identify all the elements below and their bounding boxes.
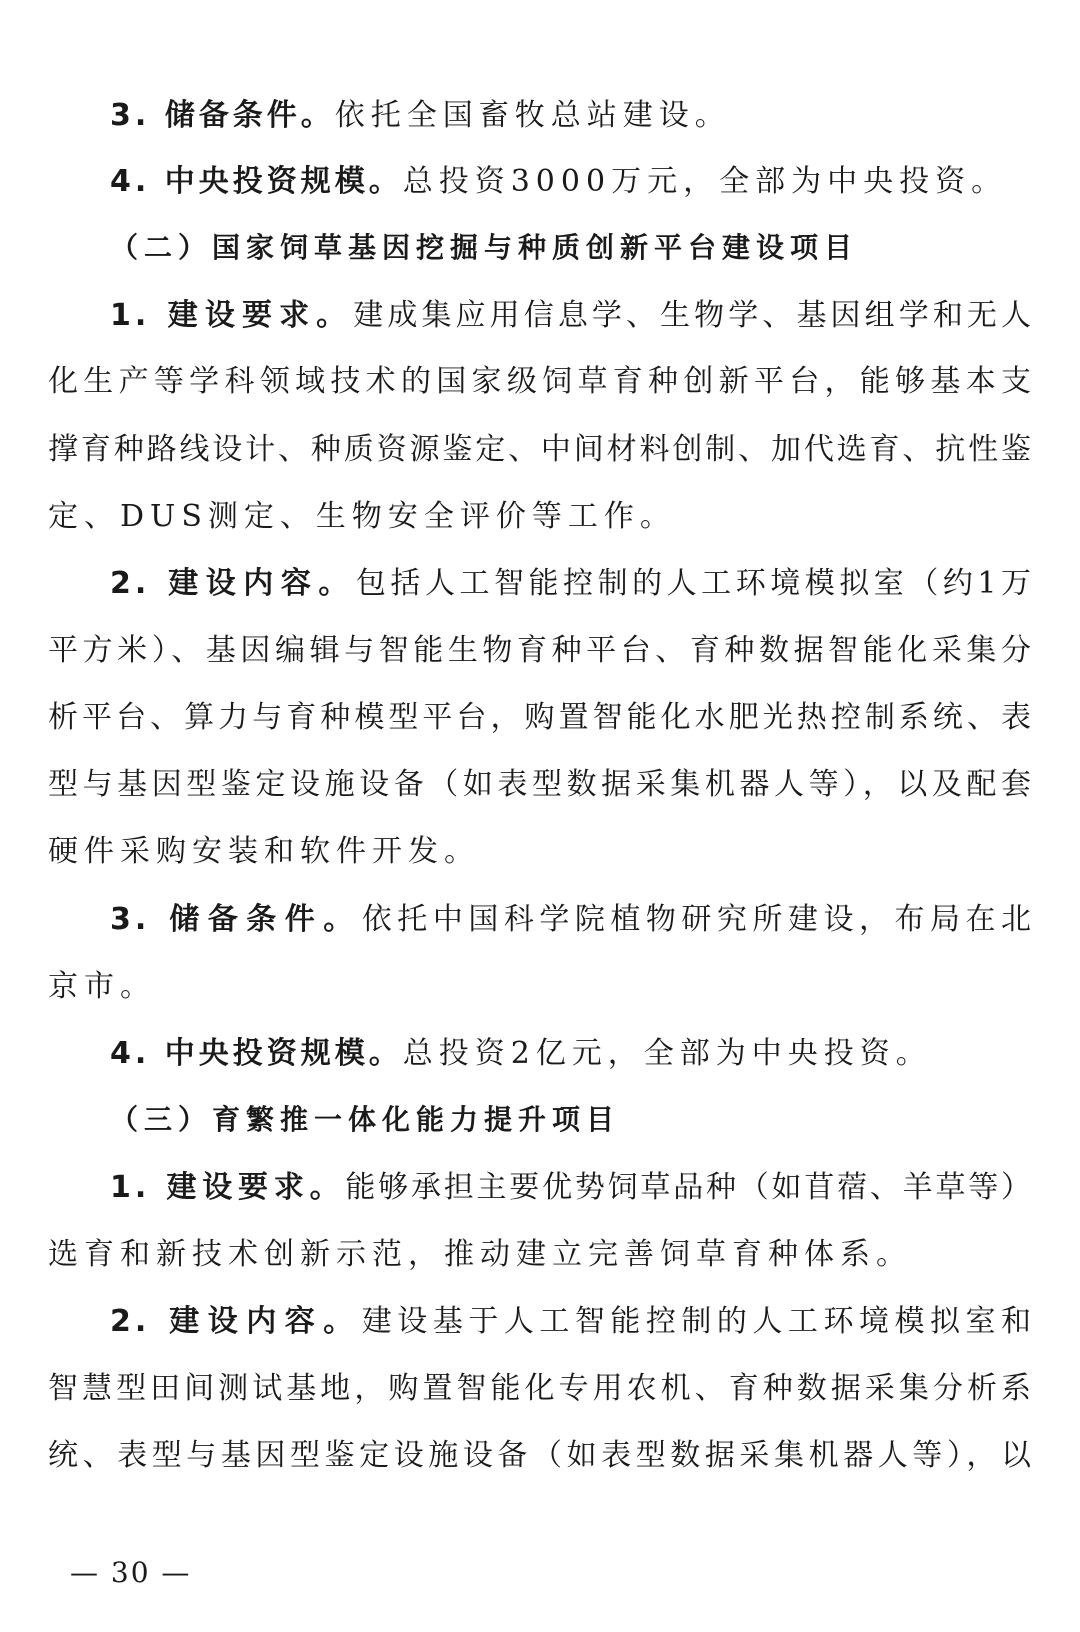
paragraph-content-2 — [110, 564, 1032, 604]
paragraph-lead: 2. 建设内容。 — [110, 566, 356, 601]
paragraph-line: 统、表型与基因型鉴定设施设备（如表型数据采集机器人等），以 — [48, 1438, 1032, 1473]
paragraph-investment-scale-1 — [110, 162, 1032, 202]
paragraph-text: 依托全国畜牧总站建设。 — [334, 98, 731, 133]
paragraph-lead: 4. 中央投资规模。 — [110, 1036, 403, 1071]
paragraph-requirements-3 — [110, 1168, 1032, 1208]
paragraph-text: 总投资2亿元，全部为中央投资。 — [402, 1036, 932, 1071]
paragraph-line: 析平台、算力与育种模型平台，购置智能化水肥光热控制系统、表 — [48, 700, 1032, 735]
page-number: — 30 — — [70, 1556, 192, 1589]
paragraph-reserve-conditions-2 — [110, 900, 1032, 940]
section-heading-2: （二）国家饲草基因挖掘与种质创新平台建设项目 — [110, 231, 859, 264]
paragraph-lead: 1. 建设要求。 — [110, 298, 354, 333]
paragraph-requirements-2 — [110, 296, 1032, 336]
section-heading-3: （三）育繁推一体化能力提升项目 — [110, 1103, 621, 1136]
paragraph-line: 定、DUS测定、生物安全评价等工作。 — [48, 499, 676, 534]
paragraph-line: 智慧型田间测试基地，购置智能化专用农机、育种数据采集分析系 — [48, 1371, 1032, 1406]
paragraph-text: 建成集应用信息学、生物学、基因组学和无人 — [353, 298, 1032, 333]
paragraph-lead: 1. 建设要求。 — [110, 1170, 346, 1205]
paragraph-lead: 2. 建设内容。 — [110, 1304, 362, 1339]
paragraph-lead: 3. 储备条件。 — [110, 98, 335, 133]
paragraph-line: 撑育种路线设计、种质资源鉴定、中间材料创制、加代选育、抗性鉴 — [48, 432, 1032, 467]
paragraph-text: 依托中国科学院植物研究所建设，布局在北 — [361, 902, 1033, 937]
paragraph-lead: 3. 储备条件。 — [110, 902, 362, 937]
paragraph-content-3 — [110, 1302, 1032, 1342]
paragraph-line: 平方米）、基因编辑与智能生物育种平台、育种数据智能化采集分 — [48, 633, 1032, 668]
paragraph-line: 京市。 — [48, 969, 156, 1004]
paragraph-line: 化生产等学科领域技术的国家级饲草育种创新平台，能够基本支 — [48, 364, 1032, 399]
paragraph-investment-scale-2 — [110, 1034, 1032, 1074]
paragraph-text: 包括人工智能控制的人工环境模拟室（约1万 — [355, 566, 1032, 601]
paragraph-text: 建设基于人工智能控制的人工环境模拟室和 — [361, 1304, 1033, 1339]
paragraph-text: 总投资3000万元，全部为中央投资。 — [402, 164, 1008, 199]
paragraph-line: 选育和新技术创新示范，推动建立完善饲草育种体系。 — [48, 1237, 912, 1272]
paragraph-line: 型与基因型鉴定设施设备（如表型数据采集机器人等），以及配套 — [48, 767, 1032, 802]
paragraph-lead: 4. 中央投资规模。 — [110, 164, 403, 199]
paragraph-line: 硬件采购安装和软件开发。 — [48, 834, 480, 869]
paragraph-text: 能够承担主要优势饲草品种（如苜蓿、羊草等） — [345, 1170, 1033, 1205]
paragraph-reserve-conditions-1 — [110, 96, 1032, 136]
